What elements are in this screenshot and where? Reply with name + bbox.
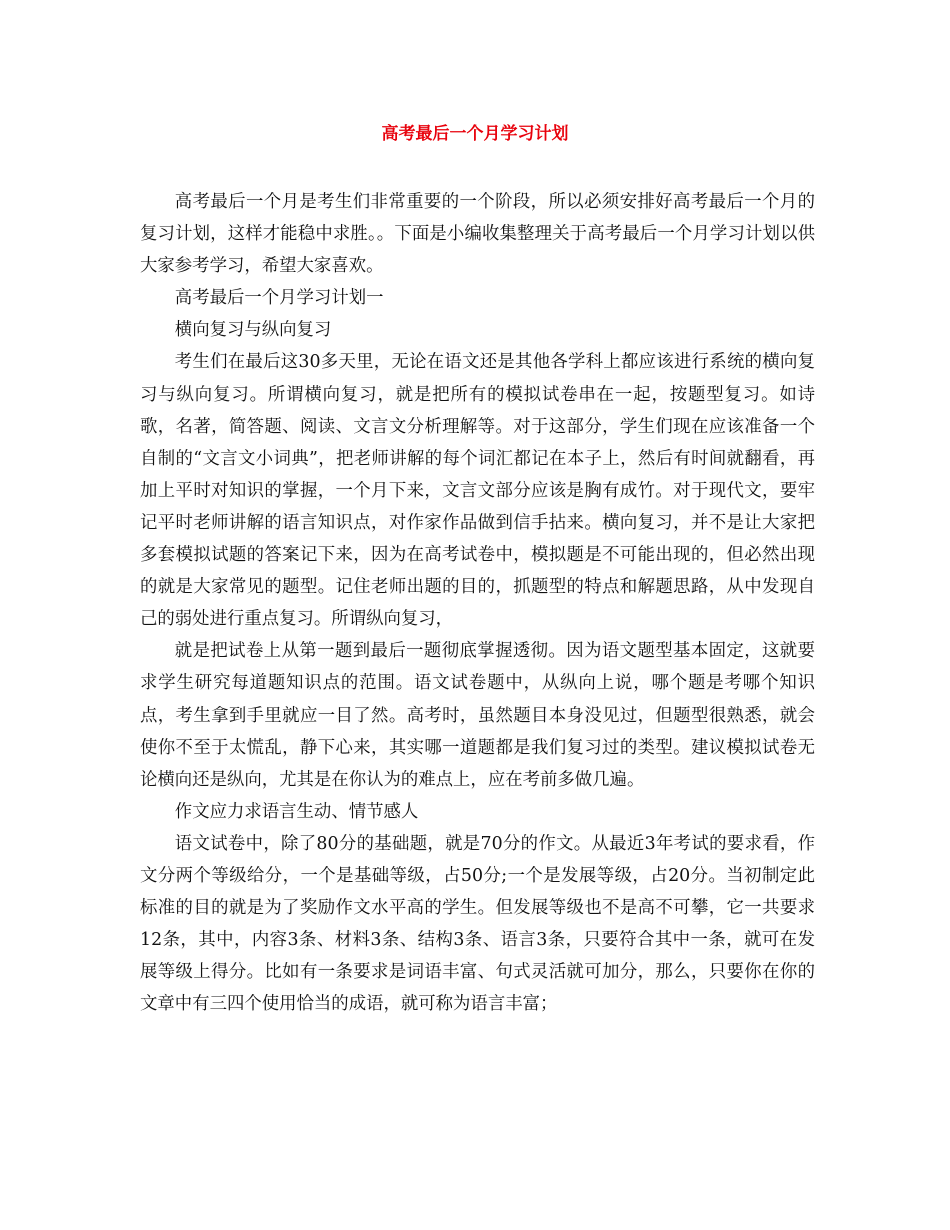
paragraph-intro: 高考最后一个月是考生们非常重要的一个阶段，所以必须安排好高考最后一个月的复习计划，这样才能稳中求胜。。下面是小编收集整理关于高考最后一个月学习计划以供大家参考学习，希望大家喜欢。 xyxy=(140,192,815,277)
paragraph-composition: 语文试卷中，除了80分的基础题，就是70分的作文。从最近3年考试的要求看，作文分两个等级给分，一个是基础等级，占50分;一个是发展等级，占20分。当初制定此标准的目的就是为了奖励作文水平高的学生。但发展等级也不是高不可攀，它一共要求12条，其中，内容3条、材料3条、结构3条、语言3条，只要符合其中一条，就可在发展等级上得分。比如有一条要求是词语丰富、句式灵活就可加分，那么，只要你在你的文章中有三四个使用恰当的成语，就可称为语言丰富； xyxy=(140,833,815,1015)
document-title: 高考最后一个月学习计划 xyxy=(381,124,569,144)
paragraph-vertical-review: 就是把试卷上从第一题到最后一题彻底掌握透彻。因为语文题型基本固定，这就要求学生研究每道题知识点的范围。语文试卷题中，从纵向上说，哪个题是考哪个知识点，考生拿到手里就应一目了然。高考时，虽然题目本身没见过，但题型很熟悉，就会使你不至于太慌乱，静下心来，其实哪一道题都是我们复习过的类型。建议模拟试卷无论横向还是纵向，尤其是在你认为的难点上，应在考前多做几遍。 xyxy=(140,641,815,790)
section-heading-plan-one: 高考最后一个月学习计划一 xyxy=(174,288,384,309)
document-body xyxy=(140,186,815,1020)
subheading-horizontal-vertical-review: 横向复习与纵向复习 xyxy=(174,320,332,341)
paragraph-horizontal-review: 考生们在最后这30多天里，无论在语文还是其他各学科上都应该进行系统的横向复习与纵向复习。所谓横向复习，就是把所有的模拟试卷串在一起，按题型复习。如诗歌，名著，简答题、阅读、文言文分析理解等。对于这部分，学生们现在应该准备一个自制的“文言文小词典”，把老师讲解的每个词汇都记在本子上，然后有时间就翻看，再加上平时对知识的掌握，一个月下来，文言文部分应该是胸有成竹。对于现代文，要牢记平时老师讲解的语言知识点，对作家作品做到信手拈来。横向复习，并不是让大家把多套模拟试题的答案记下来，因为在高考试卷中，模拟题是不可能出现的，但必然出现的就是大家常见的题型。记住老师出题的目的，抓题型的特点和解题思路，从中发现自己的弱处进行重点复习。所谓纵向复习， xyxy=(140,352,815,630)
subheading-composition: 作文应力求语言生动、情节感人 xyxy=(174,801,419,822)
